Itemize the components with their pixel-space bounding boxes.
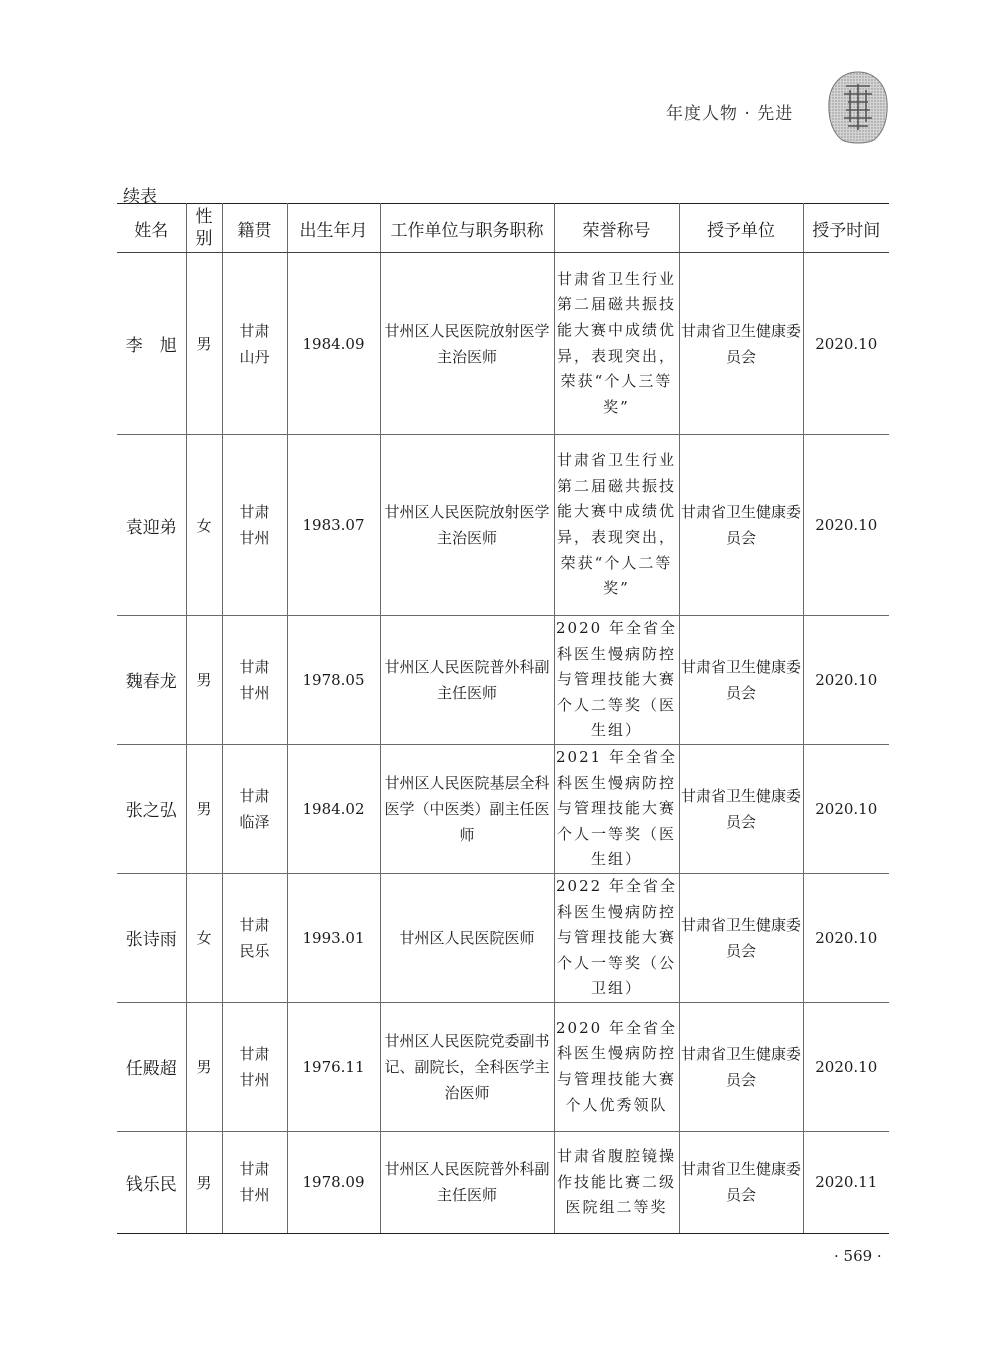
origin-county: 甘州	[239, 1186, 270, 1205]
column-header-grantor: 授予单位	[679, 204, 803, 253]
grant-date: 2020.11	[803, 1131, 889, 1233]
grantor: 甘肃省卫生健康委员会	[679, 1002, 803, 1131]
person-origin	[222, 744, 287, 873]
grantor: 甘肃省卫生健康委员会	[679, 435, 803, 616]
honor-title: 甘肃省卫生行业第二届磁共振技能大赛中成绩优异，表现突出，荣获“个人二等奖”	[554, 435, 679, 616]
honor-title: 2020 年全省全科医生慢病防控与管理技能大赛个人二等奖（医生组）	[554, 616, 679, 745]
grant-date: 2020.10	[803, 253, 889, 435]
person-name: 魏春龙	[117, 616, 186, 745]
column-header-sex-text: 性别	[195, 207, 213, 249]
honors-table	[117, 203, 889, 1234]
table-caption: 续表	[123, 187, 157, 207]
origin-province: 甘肃	[239, 503, 270, 521]
person-name: 任殿超	[117, 1002, 186, 1131]
grant-date: 2020.10	[803, 744, 889, 873]
table-row	[117, 1002, 889, 1131]
birth-date: 1984.02	[287, 744, 380, 873]
work-unit: 甘州区人民医院普外科副主任医师	[380, 616, 554, 745]
grantor: 甘肃省卫生健康委员会	[679, 1131, 803, 1233]
person-name: 袁迎弟	[117, 435, 186, 616]
origin-province: 甘肃	[239, 786, 270, 805]
origin-county: 临泽	[239, 812, 270, 831]
column-header-sex	[186, 204, 222, 253]
grantor: 甘肃省卫生健康委员会	[679, 873, 803, 1002]
person-origin	[222, 1002, 287, 1131]
honor-title: 2020 年全省全科医生慢病防控与管理技能大赛个人优秀领队	[554, 1002, 679, 1131]
table-row	[117, 1131, 889, 1233]
person-sex: 男	[186, 253, 222, 435]
person-origin	[222, 435, 287, 616]
origin-province: 甘肃	[239, 915, 270, 934]
person-origin	[222, 253, 287, 435]
table-row	[117, 435, 889, 616]
grantor: 甘肃省卫生健康委员会	[679, 744, 803, 873]
column-header-name: 姓名	[117, 204, 186, 253]
birth-date: 1993.01	[287, 873, 380, 1002]
origin-province: 甘肃	[239, 657, 270, 676]
person-name: 李 旭	[117, 253, 186, 435]
birth-date: 1978.09	[287, 1131, 380, 1233]
grant-date: 2020.10	[803, 873, 889, 1002]
person-name: 张之弘	[117, 744, 186, 873]
page-number: · 569 ·	[834, 1247, 882, 1265]
table-header-row	[117, 204, 889, 253]
table-row	[117, 616, 889, 745]
table-row	[117, 873, 889, 1002]
work-unit: 甘州区人民医院基层全科医学（中医类）副主任医师	[380, 744, 554, 873]
person-sex: 女	[186, 873, 222, 1002]
work-unit: 甘州区人民医院放射医学主治医师	[380, 435, 554, 616]
birth-date: 1978.05	[287, 616, 380, 745]
column-header-birth: 出生年月	[287, 204, 380, 253]
honor-title: 2022 年全省全科医生慢病防控与管理技能大赛个人一等奖（公卫组）	[554, 873, 679, 1002]
origin-county: 民乐	[239, 941, 270, 960]
origin-county: 甘州	[239, 529, 270, 547]
work-unit: 甘州区人民医院普外科副主任医师	[380, 1131, 554, 1233]
person-sex: 男	[186, 1002, 222, 1131]
person-origin	[222, 616, 287, 745]
origin-province: 甘肃	[239, 1044, 270, 1063]
origin-county: 甘州	[239, 1070, 270, 1089]
work-unit: 甘州区人民医院放射医学主治医师	[380, 253, 554, 435]
person-name: 钱乐民	[117, 1131, 186, 1233]
person-sex: 男	[186, 616, 222, 745]
seal-emblem	[826, 70, 890, 144]
person-origin	[222, 1131, 287, 1233]
grantor: 甘肃省卫生健康委员会	[679, 253, 803, 435]
column-header-date: 授予时间	[803, 204, 889, 253]
work-unit: 甘州区人民医院党委副书记、副院长，全科医学主治医师	[380, 1002, 554, 1131]
column-header-unit: 工作单位与职务职称	[380, 204, 554, 253]
origin-county: 甘州	[239, 683, 270, 702]
honor-title: 甘肃省卫生行业第二届磁共振技能大赛中成绩优异，表现突出，荣获“个人三等奖”	[554, 253, 679, 435]
grantor: 甘肃省卫生健康委员会	[679, 616, 803, 745]
person-origin	[222, 873, 287, 1002]
birth-date: 1976.11	[287, 1002, 380, 1131]
table-row	[117, 253, 889, 435]
person-sex: 男	[186, 1131, 222, 1233]
person-sex: 女	[186, 435, 222, 616]
grant-date: 2020.10	[803, 435, 889, 616]
running-header: 年度人物 · 先进	[666, 104, 794, 124]
person-sex: 男	[186, 744, 222, 873]
origin-province: 甘肃	[239, 1160, 270, 1179]
honor-title: 2021 年全省全科医生慢病防控与管理技能大赛个人一等奖（医生组）	[554, 744, 679, 873]
work-unit: 甘州区人民医院医师	[380, 873, 554, 1002]
person-name: 张诗雨	[117, 873, 186, 1002]
origin-county: 山丹	[239, 347, 270, 366]
column-header-honor: 荣誉称号	[554, 204, 679, 253]
birth-date: 1984.09	[287, 253, 380, 435]
origin-province: 甘肃	[239, 321, 270, 340]
column-header-origin: 籍贯	[222, 204, 287, 253]
honor-title: 甘肃省腹腔镜操作技能比赛二级医院组二等奖	[554, 1131, 679, 1233]
grant-date: 2020.10	[803, 616, 889, 745]
birth-date: 1983.07	[287, 435, 380, 616]
grant-date: 2020.10	[803, 1002, 889, 1131]
table-row	[117, 744, 889, 873]
